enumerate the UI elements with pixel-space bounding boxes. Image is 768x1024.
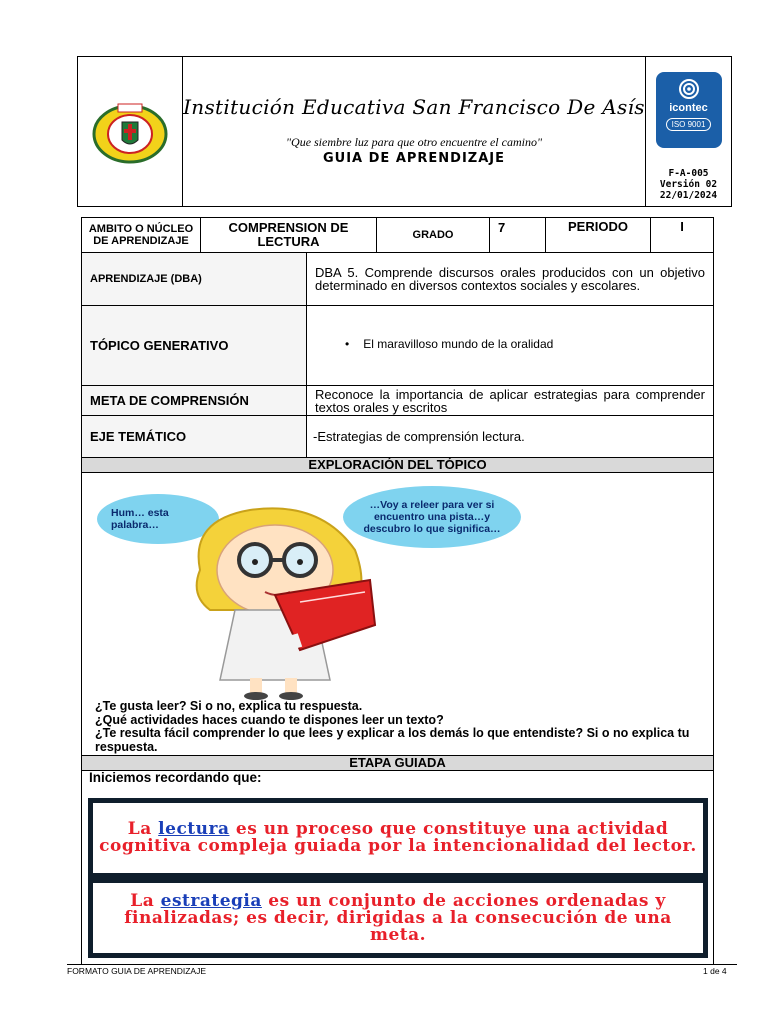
topico-label: TÓPICO GENERATIVO	[81, 305, 307, 386]
header-code-cell	[646, 57, 731, 206]
icontec-logo-icon	[676, 78, 702, 100]
definition-estrategia	[93, 883, 703, 953]
ambito-label: AMBITO O NÚCLEO DE APRENDIZAJE	[81, 217, 201, 253]
definition-estrategia-box	[88, 878, 708, 958]
topico-value: El maravilloso mundo de la oralidad	[363, 337, 554, 351]
eje-label: EJE TEMÁTICO	[81, 415, 307, 458]
girl-reading-illustration	[180, 500, 410, 700]
school-crest-icon	[92, 100, 168, 164]
etapa-title: ETAPA GUIADA	[81, 755, 714, 771]
exploracion-title: EXPLORACIÓN DEL TÓPICO	[81, 457, 714, 473]
question-1: ¿Te gusta leer? Si o no, explica tu respuesta.	[95, 699, 363, 713]
guide-title: GUIA DE APRENDIZAJE	[322, 151, 506, 166]
etapa-intro: Iniciemos recordando que:	[89, 770, 262, 785]
dba-label: APRENDIZAJE (DBA)	[81, 252, 307, 306]
def-lectura-pre: La	[127, 819, 159, 839]
icontec-certification-badge	[656, 72, 722, 148]
def-estrategia-post: es un conjunto de acciones ordenadas y finalizadas; es decir, dirigidas a la consecución de una meta.	[124, 890, 672, 945]
def-estrategia-pre: La	[130, 890, 161, 911]
def-estrategia-keyword: estrategia	[160, 890, 262, 911]
question-3: ¿Te resulta fácil comprender lo que lees y explicar a los demás lo que entendiste? Si o no explica tu respuesta.	[95, 726, 690, 754]
header-title-cell	[183, 57, 646, 206]
document-date: 22/01/2024	[659, 190, 718, 201]
def-lectura-post: es un proceso que constituye una actividad cognitiva compleja guiada por la intencionalidad del lector.	[99, 819, 697, 856]
topico-cell	[306, 305, 714, 386]
document-version: Versión 02	[659, 179, 718, 190]
grado-value: 7	[489, 217, 546, 253]
cert-brand: icontec	[669, 102, 708, 114]
periodo-label: PERIODO	[545, 217, 651, 253]
institution-name: Institución Educativa San Francisco De Asís	[183, 95, 645, 119]
footer-format-label: FORMATO GUIA DE APRENDIZAJE	[67, 966, 207, 976]
footer-page-number: 1 de 4	[703, 966, 727, 976]
footer-divider	[67, 964, 737, 965]
question-2: ¿Qué actividades haces cuando te dispones leer un texto?	[95, 712, 444, 727]
periodo-value: I	[650, 217, 714, 253]
bullet-icon: •	[345, 337, 350, 351]
cert-iso: ISO 9001	[666, 118, 712, 131]
def-lectura-keyword: lectura	[158, 819, 230, 839]
document-code-block	[660, 168, 717, 201]
document-header	[77, 56, 732, 207]
school-logo-cell	[78, 57, 183, 206]
definition-lectura-box	[88, 798, 708, 878]
ambito-value: COMPRENSION DE LECTURA	[200, 217, 377, 253]
thought-bubble-right: …Voy a releer para ver si encuentro una pista…y descubro lo que significa…	[343, 486, 521, 548]
definition-lectura	[93, 803, 703, 873]
thought-bubble-left: Hum… esta palabra…	[97, 494, 219, 544]
dba-value: DBA 5. Comprende discursos orales producidos con un objetivo determinado en diversos contextos sociales y escolares.	[306, 252, 714, 306]
document-code: F-A-005	[668, 168, 709, 179]
grado-label: GRADO	[376, 217, 490, 253]
exploracion-questions	[95, 700, 715, 754]
eje-value: -Estrategias de comprensión lectura.	[306, 415, 714, 458]
meta-label: META DE COMPRENSIÓN	[81, 385, 307, 416]
info-row	[81, 217, 714, 253]
institution-motto: "Que siembre luz para que otro encuentre el camino"	[285, 135, 543, 149]
meta-value: Reconoce la importancia de aplicar estrategias para comprender textos orales y escritos	[306, 385, 714, 416]
